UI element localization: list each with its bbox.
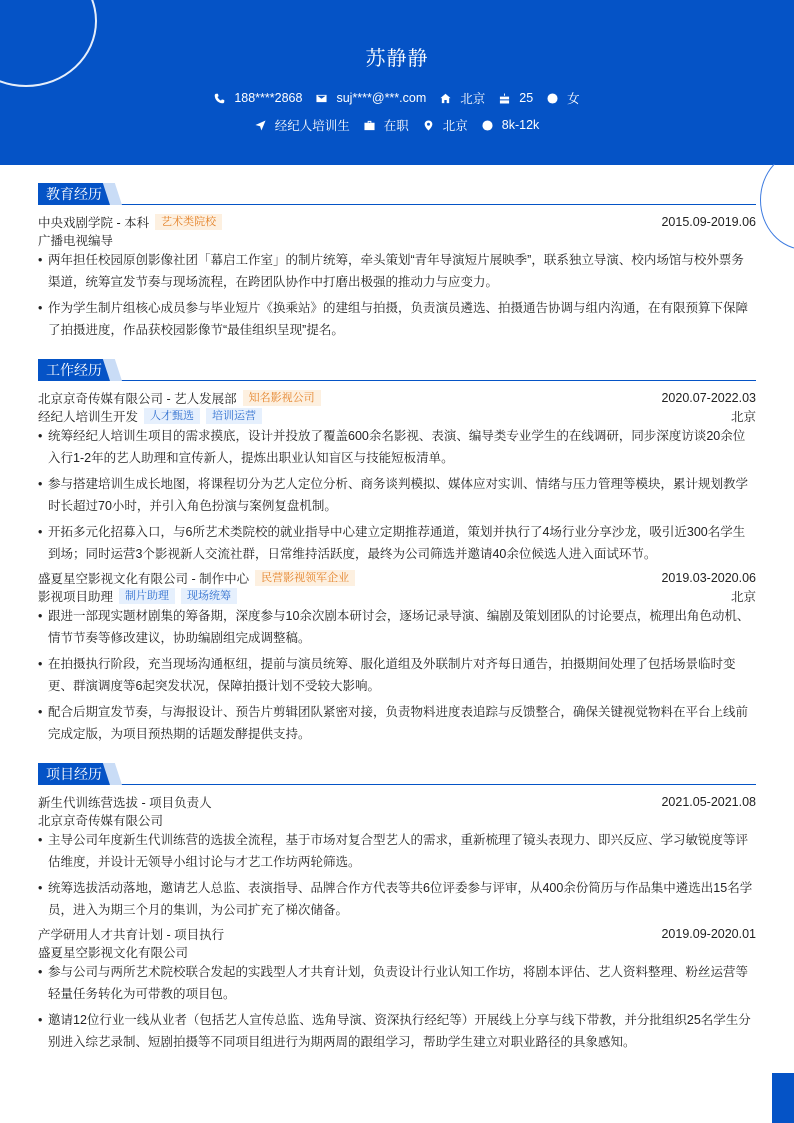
age-item — [499, 91, 533, 105]
section-label: 工作经历 — [38, 359, 110, 381]
decorative-arc — [760, 150, 794, 250]
project-entry-header — [38, 925, 756, 943]
briefcase-icon — [364, 120, 375, 131]
candidate-name: 苏静静 — [365, 48, 429, 70]
project-section-title — [38, 763, 756, 785]
work-bullet: • 开拓多元化招募入口，与6所艺术类院校的就业指导中心建立定期推荐通道，策划并执行了4场行业分享沙龙，吸引近300名学生到场；同时运营3个影视新人交流社群，日常维持活跃度，最终为公司筛选并邀请40余位候选人进入面试环节。 — [38, 521, 756, 565]
project-name: 新生代训练营选拔 - 项目负责人 — [38, 796, 212, 810]
job-role: 经纪人培训生开发 — [38, 410, 139, 424]
email-address: suj****@***.com — [336, 91, 427, 105]
project-bullet: • 邀请12位行业一线从业者（包括艺人宣传总监、选角导演、资深执行经纪等）开展线上分享与线下带教，并分批组织25名学生分别进入综艺录制、短剧拍摄等不同项目组进行为期两周的跟组学习，帮助学生建立对职业路径的具象感知。 — [38, 1009, 756, 1053]
gender-item — [547, 89, 580, 107]
section-label: 教育经历 — [38, 183, 110, 205]
education-section-title — [38, 183, 756, 205]
status-item — [364, 116, 409, 134]
work-bullet: • 参与搭建培训生成长地图，将课程切分为艺人定位分析、商务谈判模拟、媒体应对实训、情绪与压力管理等模块，累计规划教学时长超过70小时，并引入角色扮演与案例复盘机制。 — [38, 473, 756, 517]
location-item — [440, 89, 485, 107]
work-bullet: • 跟进一部现实题材剧集的筹备期，深度参与10余次剧本研讨会，逐场记录导演、编剧及策划团队的讨论要点，梳理出角色动机、情节节奏等修改建议，协助编剧组完成调整稿。 — [38, 605, 756, 649]
email-item — [316, 91, 426, 105]
phone-number: 188****2868 — [234, 91, 303, 105]
home-icon — [440, 93, 451, 104]
company-name: 盛夏星空影视文化有限公司 - 制作中心 — [38, 572, 250, 586]
company-tag: 知名影视公司 — [243, 390, 321, 406]
phone-icon — [214, 93, 225, 104]
work-bullet: • 统筹经纪人培训生项目的需求摸底，设计并投放了覆盖600余名影视、表演、编导类专业学生的在线调研，同步深度访谈20余位入行1-2年的艺人助理和宣传新人，提炼出职业认知盲区与技能短板清单。 — [38, 425, 756, 469]
project-bullet: • 主导公司年度新生代训练营的选拔全流程，基于市场对复合型艺人的需求，重新梳理了镜头表现力、即兴反应、学习敏锐度等评估维度，并设计无领导小组讨论与才艺工作坊两轮筛选。 — [38, 829, 756, 873]
project-period: 2019.09-2020.01 — [661, 927, 756, 941]
project-entry-header — [38, 793, 756, 811]
section-label: 项目经历 — [38, 763, 110, 785]
work-entry-header — [38, 389, 756, 407]
role-tag: 现场统筹 — [181, 588, 237, 604]
work-city: 北京 — [730, 590, 756, 604]
work-bullet: • 在拍摄执行阶段，充当现场沟通枢纽，提前与演员统筹、服化道组及外联制片对齐每日通告，拍摄期间处理了包括场景临时变更、群演调度等6起突发状况，保障拍摄计划不受较大影响。 — [38, 653, 756, 697]
project-org: 北京京奇传媒有限公司 — [38, 814, 164, 828]
school-name: 中央戏剧学院 - 本科 — [38, 216, 150, 230]
decorative-corner-block — [772, 1073, 794, 1123]
location-pin-icon — [423, 120, 434, 131]
work-period: 2019.03-2020.06 — [661, 571, 756, 585]
job-status: 在职 — [383, 119, 409, 133]
age-text: 25 — [519, 91, 534, 105]
target-position: 经纪人培训生 — [274, 119, 350, 133]
location-text: 北京 — [460, 92, 486, 106]
company-name: 北京京奇传媒有限公司 - 艺人发展部 — [38, 392, 237, 406]
project-org-row — [38, 811, 756, 829]
send-icon — [255, 120, 266, 131]
work-period: 2020.07-2022.03 — [661, 391, 756, 405]
education-bullet: • 两年担任校园原创影像社团「幕启工作室」的制片统筹，牵头策划“青年导演短片展映季”，联系独立导演、校内场馆与校外票务渠道，统筹宣发节奏与现场流程，在跨团队协作中打磨出极强的推动力与应变力。 — [38, 249, 756, 293]
project-org-row — [38, 943, 756, 961]
education-period: 2015.09-2019.06 — [661, 215, 756, 229]
company-tag: 民营影视领军企业 — [255, 570, 355, 586]
work-entry-header — [38, 569, 756, 587]
job-role: 影视项目助理 — [38, 590, 114, 604]
project-bullet: • 统筹选拔活动落地，邀请艺人总监、表演指导、品牌合作方代表等共6位评委参与评审，从400余份简历与作品集中遴选出15名学员，进入为期三个月的集训，为公司扩充了梯次储备。 — [38, 877, 756, 921]
contact-row — [0, 89, 794, 107]
email-icon — [316, 93, 327, 104]
project-period: 2021.05-2021.08 — [661, 795, 756, 809]
intent-row — [0, 116, 794, 134]
project-name: 产学研用人才共育计划 - 项目执行 — [38, 928, 225, 942]
education-entry-header — [38, 213, 756, 231]
school-tag: 艺术类院校 — [155, 214, 222, 230]
target-city: 北京 — [442, 119, 468, 133]
role-tag: 培训运营 — [206, 408, 262, 424]
role-tag: 人才甄选 — [144, 408, 200, 424]
gender-text: 女 — [567, 92, 580, 106]
work-bullet: • 配合后期宣发节奏，与海报设计、预告片剪辑团队紧密对接，负责物料进度表追踪与反馈整合，确保关键视觉物料在平台上线前完成定版，为项目预热期的话题发酵提供支持。 — [38, 701, 756, 745]
expected-salary: 8k-12k — [501, 118, 540, 132]
gender-icon — [547, 93, 558, 104]
project-bullet: • 参与公司与两所艺术院校联合发起的实践型人才共育计划，负责设计行业认知工作坊，将剧本评估、艺人资料整理、粉丝运营等轻量任务转化为可带教的项目包。 — [38, 961, 756, 1005]
phone-item — [214, 91, 302, 105]
project-org: 盛夏星空影视文化有限公司 — [38, 946, 189, 960]
major: 广播电视编导 — [38, 234, 114, 248]
work-section-title — [38, 359, 756, 381]
work-city: 北京 — [730, 410, 756, 424]
cake-icon — [499, 93, 510, 104]
target-position-item — [255, 116, 350, 134]
resume-header — [0, 0, 794, 165]
education-major-row — [38, 231, 756, 249]
salary-item — [482, 118, 540, 132]
role-tag: 制片助理 — [119, 588, 175, 604]
work-role-row — [38, 587, 756, 605]
money-icon — [482, 120, 493, 131]
target-city-item — [423, 116, 468, 134]
education-bullet: • 作为学生制片组核心成员参与毕业短片《换乘站》的建组与拍摄，负责演员遴选、拍摄通告协调与组内沟通，在有限预算下保障了拍摄进度，作品获校园影像节“最佳组织呈现”提名。 — [38, 297, 756, 341]
work-role-row — [38, 407, 756, 425]
